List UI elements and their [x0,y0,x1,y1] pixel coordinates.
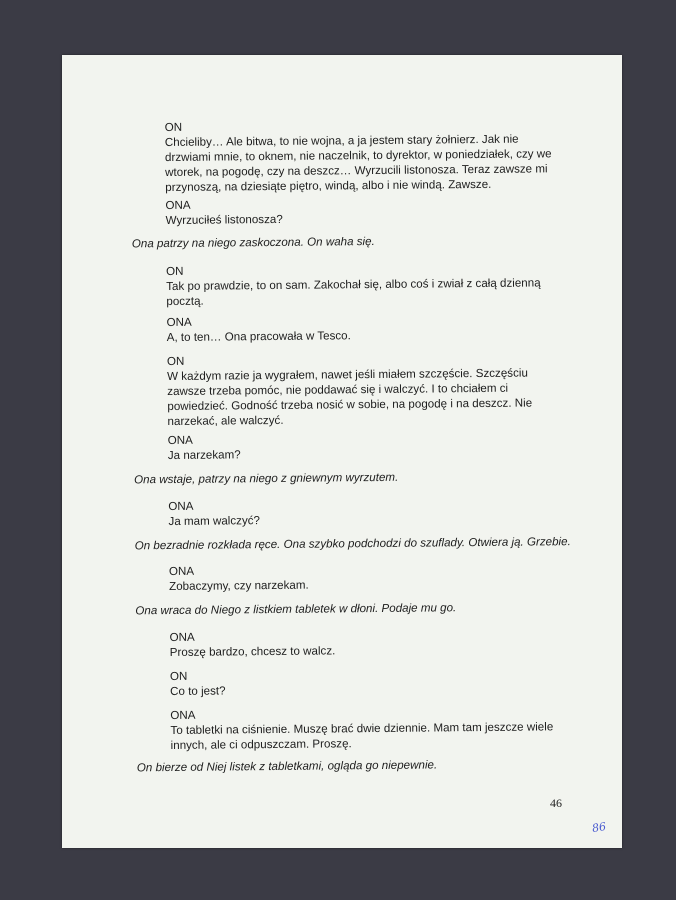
dialogue-line: Ja mam walczyć? [168,514,261,528]
stage-direction: Ona wstaje, patrzy na niego z gniewnym wyrzutem. [134,470,399,487]
dialogue-line: W każdym razie ja wygrałem, nawet jeśli miałem szczęście. Szczęściu zawsze trzeba pomóc, nie poddawać się i walczyć. I to chciałem ci powiedzieć. Godność trzeba nosić w sobie, na pogodę i na deszcz. Nie narzekać, ale walczyć. [167,366,533,429]
dialogue-block [167,311,557,345]
dialogue-line: Co to jest? [170,684,226,698]
dialogue-block [169,560,559,594]
dialogue-line: Tak po prawdzie, to on sam. Zakochał się, albo coś i zwiał z całą dzienną pocztą. [166,276,541,309]
handwritten-page-mark: 86 [590,819,608,836]
speaker-name: ONA [170,708,196,722]
dialogue-block [170,704,560,753]
dialogue-line: To tabletki na ciśnienie. Muszę brać dwie dziennie. Mam tam jeszcze wiele innych, ale ci odpuszczam. Proszę. [170,720,554,752]
stage-direction: On bierze od Niej listek z tabletkami, ogląda go niepewnie. [136,758,438,775]
speaker-name: ON [164,120,183,135]
dialogue-block [166,260,556,309]
speaker-name: ONA [168,564,195,578]
dialogue-line: Wyrzuciłeś listonosza? [165,212,283,228]
dialogue-line: Proszę bardzo, chcesz to walcz. [169,644,336,659]
stage-direction: Ona patrzy na niego zaskoczona. On waha się. [131,235,375,251]
stage-direction: On bezradnie rozkłada ręce. Ona szybko podchodzi do szuflady. Otwiera ją. Grzebie. [134,535,571,553]
dialogue-line: Ja narzekam? [167,448,241,463]
dialogue-line: Chcieliby… Ale bitwa, to nie wojna, a ja jestem stary żołnierz. Jak nie drzwiami mnie, to oknem, nie naczelnik, to dyrektor, w poniedziałek, czy we wtorek, na pogodę, czy na deszcz… Wyrzucili listonosza. Teraz zawsze mi przynoszą, na dziesiąte piętro, windą, albo i nie windą. Zawsze. [164,132,552,195]
page-number: 46 [550,796,562,810]
script-text [62,50,622,775]
speaker-name: ON [166,264,184,279]
dialogue-block [170,665,560,699]
dialogue-block [168,495,558,529]
stage-direction: Ona wraca do Niego z listkiem tabletek w dłoni. Podaje mu go. [135,601,457,618]
dialogue-block [168,429,558,463]
dialogue-line: A, to ten… Ona pracowała w Tesco. [166,329,351,345]
dialogue-line: Zobaczymy, czy narzekam. [169,578,309,593]
dialogue-block [165,194,555,228]
speaker-name: ON [169,669,188,683]
dialogue-block [167,350,558,429]
speaker-name: ONA [165,198,191,213]
document-page [62,55,622,848]
dialogue-block [170,626,560,660]
dialogue-block [165,116,556,195]
speaker-name: ONA [166,315,192,330]
speaker-name: ON [166,354,185,369]
speaker-name: ONA [169,630,195,644]
speaker-name: ONA [167,433,193,448]
speaker-name: ONA [168,499,194,513]
